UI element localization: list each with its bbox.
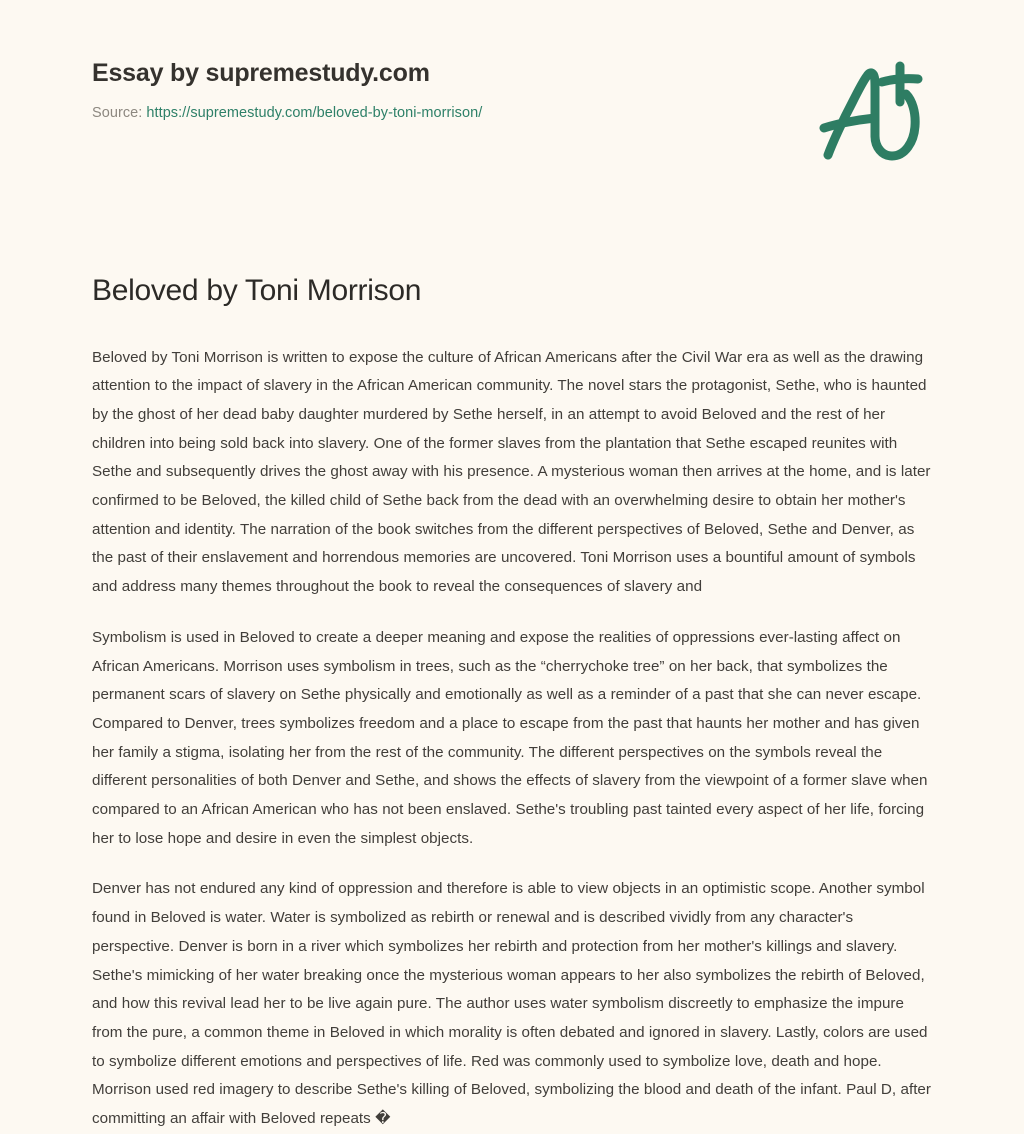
source-url-link[interactable]: https://supremestudy.com/beloved-by-toni-morrison/ — [146, 105, 483, 121]
brand-title: Essay by supremestudy.com — [92, 59, 430, 87]
essay-body — [92, 310, 938, 1134]
page-header — [92, 0, 932, 170]
source-line — [92, 104, 932, 123]
source-label: Source: — [92, 105, 143, 121]
a-plus-logo-icon[interactable] — [812, 58, 932, 166]
body-paragraph: Beloved by Toni Morrison is written to expose the culture of African Americans after the Civil War era as well as the drawing attention to the impact of slavery in the African American community. The novel stars the protagonist, Sethe, who is haunted by the ghost of her dead baby daughter murdered by Sethe herself, in an attempt to avoid Beloved and the rest of her children into being sold back into slavery. One of the former slaves from the plantation that Sethe escaped reunites with Sethe and subsequently drives the ghost away with his presence. A mysterious woman then arrives at the home, and is later confirmed to be Beloved, the killed child of Sethe back from the dead with an overwhelming desire to obtain her mother's attention and identity. The narration of the book switches from the different perspectives of Beloved, Sethe and Denver, as the past of their enslavement and horrendous memories are uncovered. Toni Morrison uses a bountiful amount of symbols and address many themes throughout the book to reveal the consequences of slavery and — [92, 348, 931, 596]
page-title: Beloved by Toni Morrison — [92, 274, 422, 307]
body-paragraph: Denver has not endured any kind of oppression and therefore is able to view objects in an optimistic scope. Another symbol found in Beloved is water. Water is symbolized as rebirth or renewal and is described vividly from any character's perspective. Denver is born in a river which symbolizes her rebirth and protection from her mother's killings and slavery. Sethe's mimicking of her water breaking once the mysterious woman appears to her also symbolizes the rebirth of Beloved, and how this revival lead her to be live again pure. The author uses water symbolism discreetly to emphasize the impure from the pure, a common theme in Beloved in which morality is often debated and ignored in slavery. Lastly, colors are used to symbolize different emotions and perspectives of life. Red was commonly used to symbolize love, death and hope. Morrison used red imagery to describe Sethe's killing of Beloved, symbolizing the blood and death of the infant. Paul D, after committing an affair with Beloved repeats � — [92, 880, 931, 1128]
body-paragraph: Symbolism is used in Beloved to create a deeper meaning and expose the realities of oppressions ever-lasting affect on African Americans. Morrison uses symbolism in trees, such as the “cherrychoke tree” on her back, that symbolizes the permanent scars of slavery on Sethe physically and emotionally as well as a reminder of a past that she can never escape. Compared to Denver, trees symbolizes freedom and a place to escape from the past that haunts her mother and has given her family a stigma, isolating her from the rest of the community. The different perspectives on the symbols reveal the different personalities of both Denver and Sethe, and shows the effects of slavery from the viewpoint of a former slave when compared to an African American who has not been enslaved. Sethe's troubling past tainted every aspect of her life, forcing her to lose hope and desire in even the simplest objects. — [92, 628, 928, 847]
